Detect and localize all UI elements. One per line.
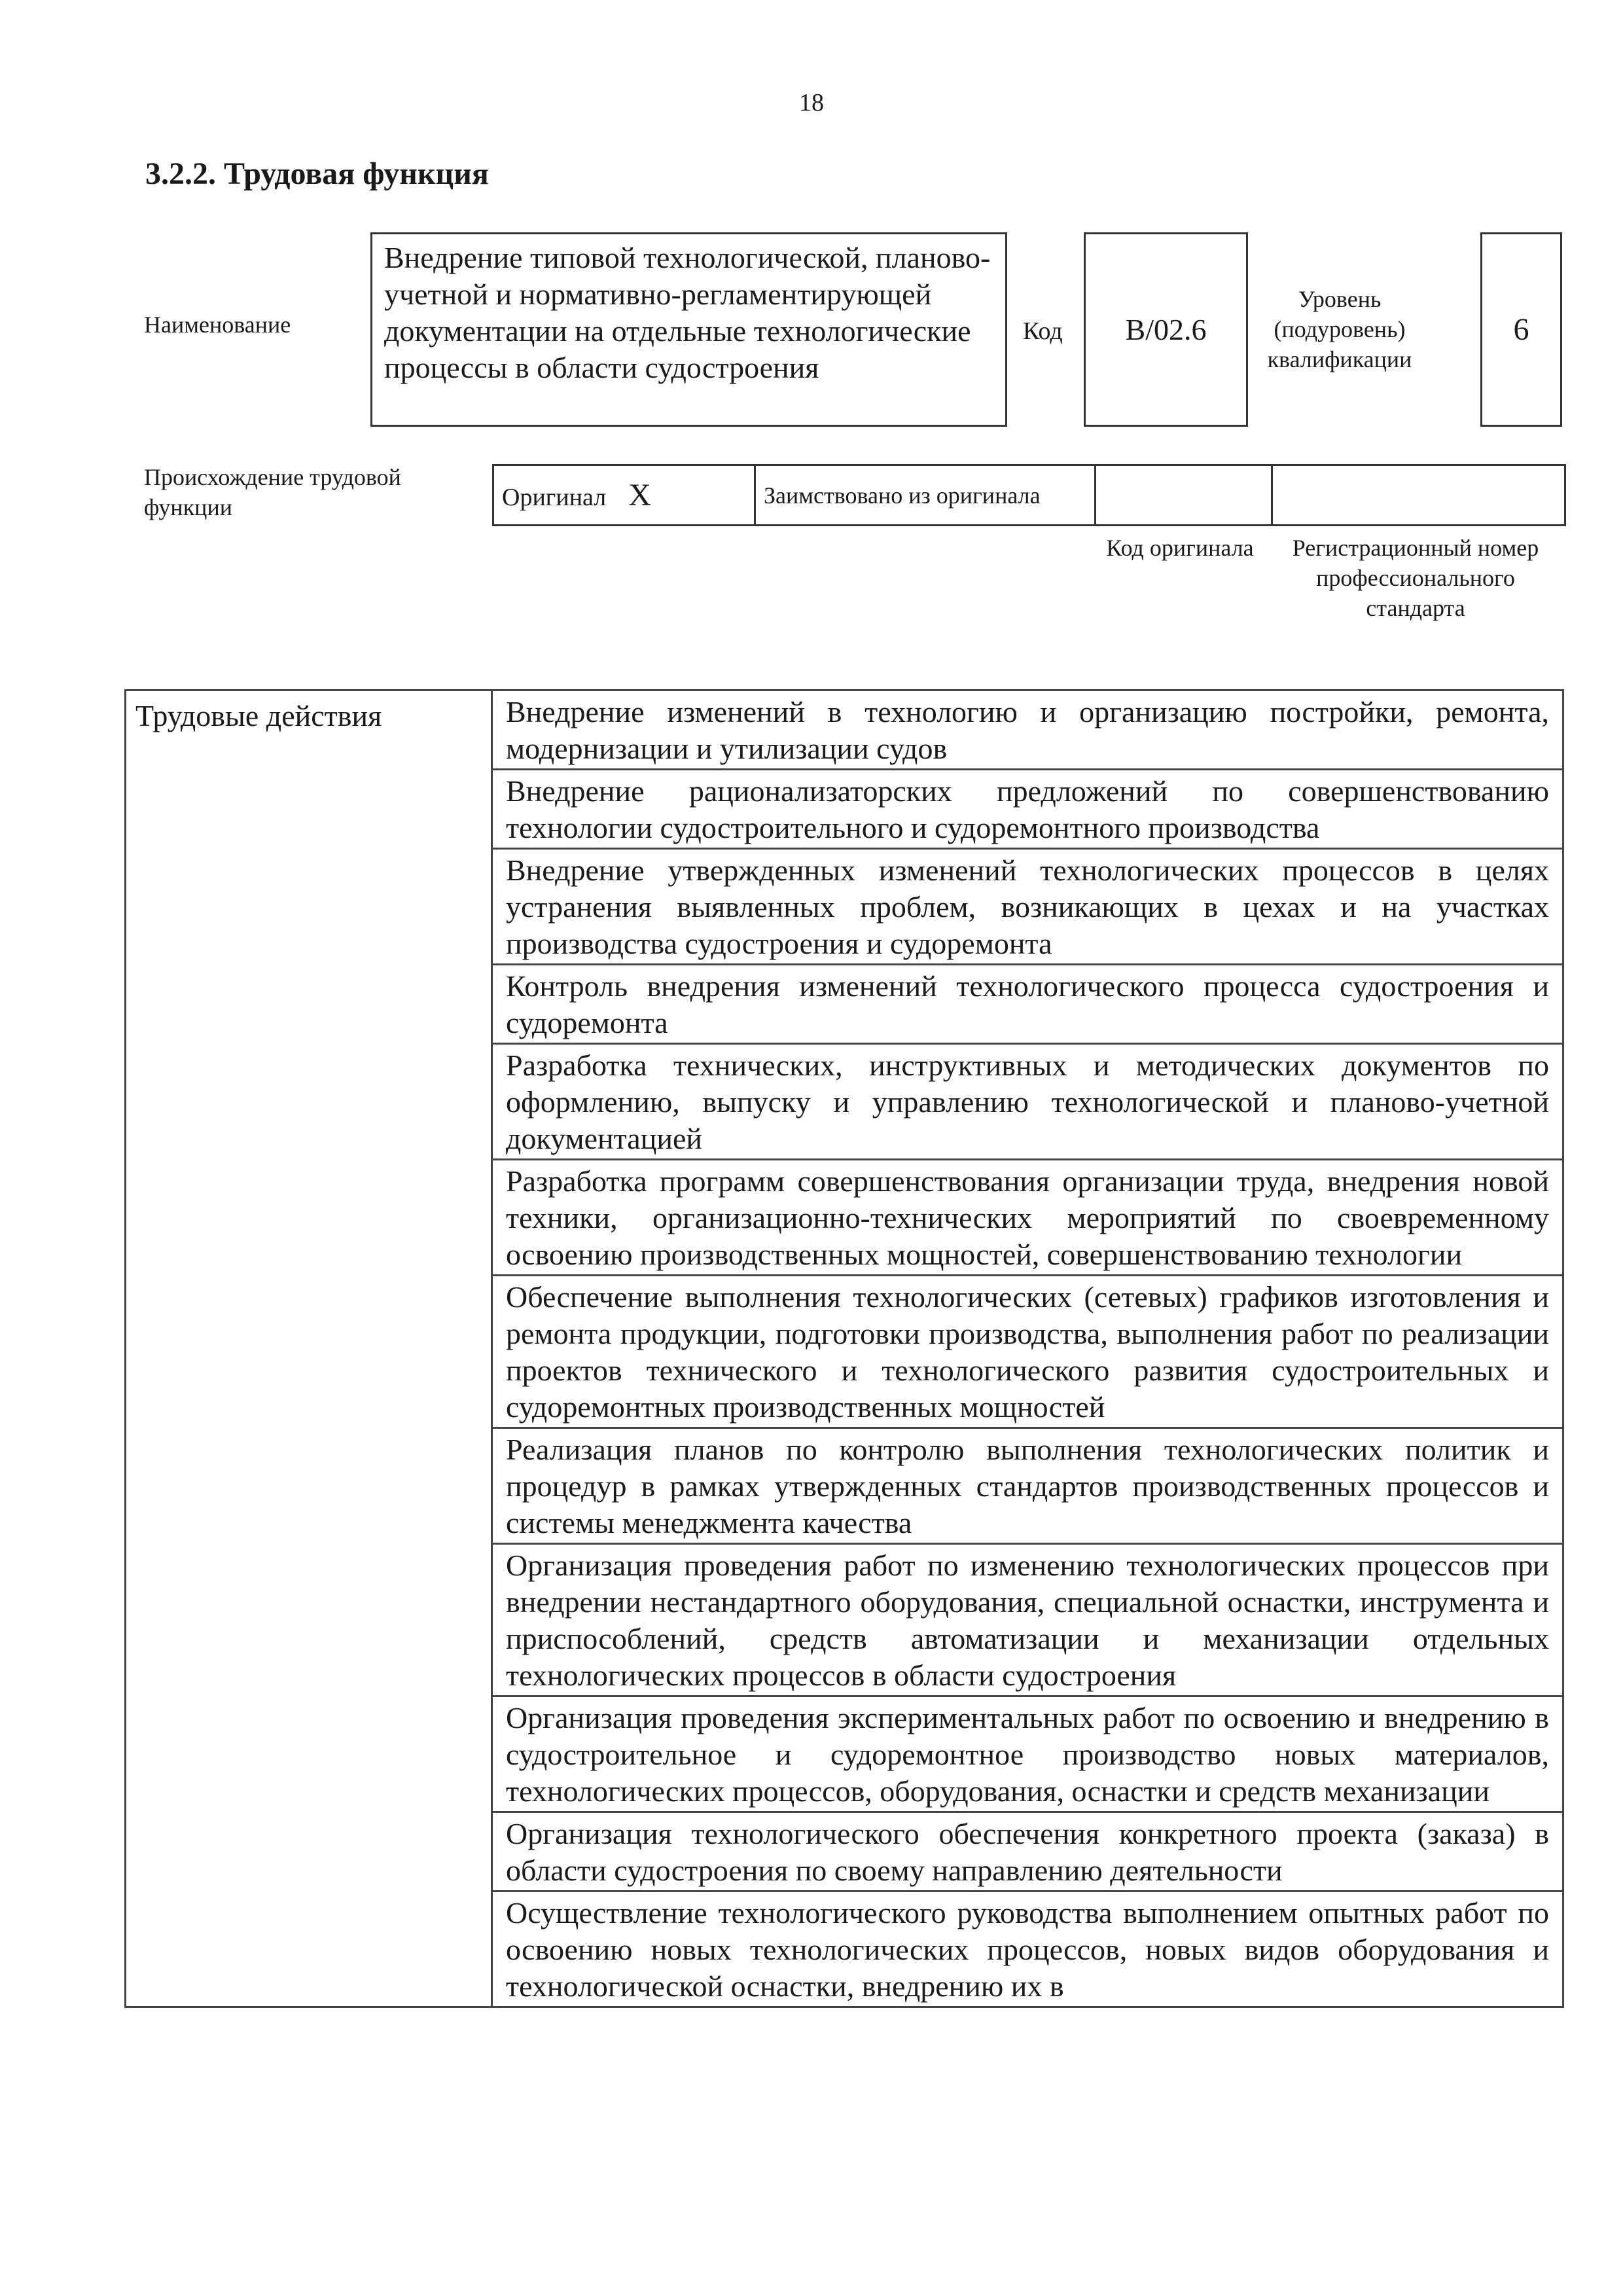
labor-action-item: Организация проведения работ по изменению технологических процессов при внедрении нестандартного оборудования, специальной оснастки, инструмента и приспособлений, средств автоматизации и механизации отдельных технологических процессов в области судостроения: [492, 1544, 1563, 1696]
code-box: B/02.6: [1084, 232, 1248, 427]
origin-borrowed-cell: [755, 465, 1096, 526]
level-box: 6: [1480, 232, 1562, 427]
table-row: [126, 691, 1563, 770]
original-mark: X: [628, 478, 651, 512]
labor-action-item: Внедрение рационализаторских предложений по совершенствованию технологии судостроительного и судоремонтного производства: [492, 770, 1563, 849]
labor-action-item: Разработка программ совершенствования организации труда, внедрения новой техники, организационно-технических мероприятий по своевременному освоению производственных мощностей, совершенствованию технологии: [492, 1160, 1563, 1276]
code-label: Код: [1023, 317, 1063, 345]
labor-actions-header: Трудовые действия: [126, 691, 492, 2007]
level-label: Уровень (подуровень) квалификации: [1267, 286, 1412, 372]
labor-action-item: Контроль внедрения изменений технологического процесса судостроения и судоремонта: [492, 965, 1563, 1044]
origin-table: [492, 464, 1566, 526]
origin-original-cell: [493, 465, 755, 526]
labor-action-item: Реализация планов по контролю выполнения технологических политик и процедур в рамках утвержденных стандартов производственных процессов и системы менеджмента качества: [492, 1428, 1563, 1544]
labor-action-item: Организация проведения экспериментальных работ по освоению и внедрению в судостроительное и судоремонтное производство новых материалов, технологических процессов, оборудования, оснастки и средств механизации: [492, 1696, 1563, 1812]
labor-action-item: Обеспечение выполнения технологических (сетевых) графиков изготовления и ремонта продукции, подготовки производства, выполнения работ по реализации проектов технического и технологического развития судостроительных и судоремонтных производственных мощностей: [492, 1276, 1563, 1428]
origin-code-cell: [1096, 465, 1272, 526]
labor-action-item: Разработка технических, инструктивных и методических документов по оформлению, выпуску и управлению технологической и планово-учетной документацией: [492, 1044, 1563, 1160]
origin-label: Происхождение трудовой функции: [144, 464, 401, 520]
section-title: 3.2.2. Трудовая функция: [145, 156, 489, 191]
origin-reg-caption: Регистрационный номер профессионального стандарта: [1292, 535, 1539, 621]
labor-action-item: Осуществление технологического руководства выполнением опытных работ по освоению новых технологических процессов, новых видов оборудования и технологической оснастки, внедрению их в: [492, 1892, 1563, 2007]
name-label: Наименование: [144, 312, 291, 338]
origin-code-caption: Код оригинала: [1106, 535, 1254, 561]
labor-actions-body: [126, 691, 1563, 2007]
labor-action-item: Внедрение утвержденных изменений технологических процессов в целях устранения выявленных проблем, возникающих в цехах и на участках производства судостроения и судоремонта: [492, 849, 1563, 965]
original-label: Оригинал: [502, 484, 607, 511]
function-name-box: Внедрение типовой технологической, планово-учетной и нормативно-регламентирующей документации на отдельные технологические процессы в области судостроения: [370, 232, 1007, 427]
origin-reg-cell: [1272, 465, 1565, 526]
labor-actions-table: [124, 689, 1564, 2008]
labor-action-item: Внедрение изменений в технологию и организацию постройки, ремонта, модернизации и утилизации судов: [492, 691, 1563, 770]
borrowed-label: Заимствовано из оригинала: [764, 482, 1041, 509]
labor-action-item: Организация технологического обеспечения конкретного проекта (заказа) в области судостроения по своему направлению деятельности: [492, 1812, 1563, 1892]
page-number: 18: [799, 89, 824, 117]
